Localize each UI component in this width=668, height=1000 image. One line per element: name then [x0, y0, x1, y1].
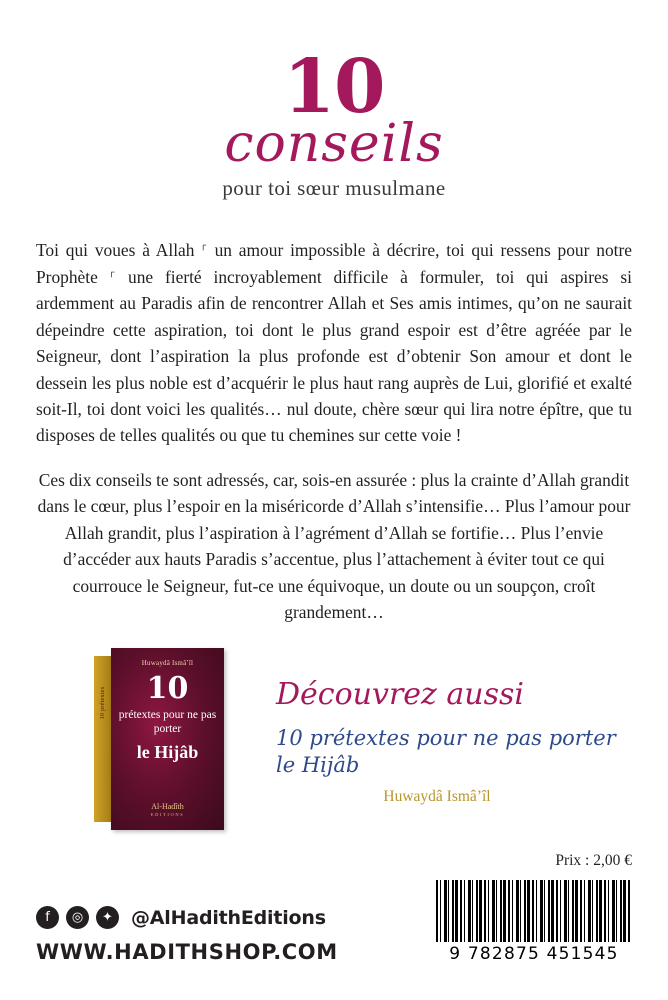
social-handle: @AlHadithEditions [131, 906, 326, 929]
facebook-icon[interactable]: f [36, 906, 59, 929]
publisher-sub: EDITIONS [150, 811, 185, 817]
book-cover-author: Huwaydâ Ismâ’îl [141, 659, 194, 667]
title-script: conseils [224, 114, 444, 175]
barcode-bars [436, 880, 632, 942]
sallallahu-glyph-icon: ⸀ [201, 242, 208, 258]
promo-book-author: Huwaydâ Ismâ’îl [383, 787, 491, 805]
book-cover-line1: prétextes pour ne pas porter [118, 709, 217, 736]
book-cover-line2: le Hijâb [136, 742, 199, 762]
instagram-icon[interactable]: ◎ [66, 906, 89, 929]
barcode [436, 880, 632, 964]
paragraph-1-part-3: une fierté incroyablement difficile à formuler, toi qui aspires si ardemment au Paradis afin de rencontrer Allah et Ses amis intimes, qu’on ne saurait dépeindre cette aspiration, toi dont le plus grand espoir est d’être agréée par le Seigneur, dont l’aspiration la plus profonde est d’obtenir Son amour et dont le dessein les plus noble est d’acquérir le plus haut rang auprès de Lui, glorifié et exalté soit-Il, toi dont voici les qualités… nul doute, chère sœur qui lira notre épître, que tu disposes de telles qualités ou que tu chemines sur cette voie ! [36, 266, 632, 446]
paragraph-1 [36, 237, 632, 449]
sallallahu-glyph-icon-2: ⸀ [109, 268, 117, 284]
barcode-digits: 9 782875 451545 [449, 944, 619, 964]
promo-block [36, 648, 632, 838]
promo-book-title: 10 prétextes pour ne pas porter le Hijâb [276, 726, 616, 778]
promo-text [276, 648, 632, 806]
promo-heading: Découvrez aussi [276, 677, 524, 712]
promo-book-cover-image [94, 648, 230, 830]
book-cover-publisher [111, 802, 224, 817]
paragraph-2: Ces dix conseils te sont adressés, car, sois-en assurée : plus la crainte d’Allah grandit dans le cœur, plus l’espoir en la miséricorde d’Allah s’intensifie… Plus l’amour pour Allah grandit, plus l’aspiration à l’agrément d’Allah se fortifie… Plus l’envie d’accéder aux hauts Paradis s’accentue, plus l’attachement à éviter tout ce qui courrouce le Seigneur, fut-ce une équivoque, un doute ou un soupçon, croît grandement… [37, 469, 631, 623]
book-spine [94, 656, 111, 822]
book-front [111, 648, 224, 830]
book-spine-text: 10 prétextes [100, 686, 106, 720]
title-subtitle: pour toi sœur musulmane [222, 176, 446, 201]
social-row [36, 906, 366, 929]
title-number: 10 [283, 44, 385, 130]
body-text [36, 237, 632, 625]
publisher-name: Al-Hadîth [151, 802, 184, 812]
paragraph-1-part-1: Toi qui voues à Allah [36, 240, 202, 261]
price-label: Prix : 2,00 € [555, 852, 632, 869]
paragraph-1-part-2: un amour impossible à décrire, toi qui ressens pour notre Prophète [36, 240, 632, 287]
book-cover-number: 10 [146, 671, 189, 706]
website-url[interactable]: WWW.HADITHSHOP.COM [36, 940, 338, 964]
footer [36, 906, 366, 964]
title-block [36, 0, 632, 201]
twitter-icon[interactable]: ✦ [96, 906, 119, 929]
